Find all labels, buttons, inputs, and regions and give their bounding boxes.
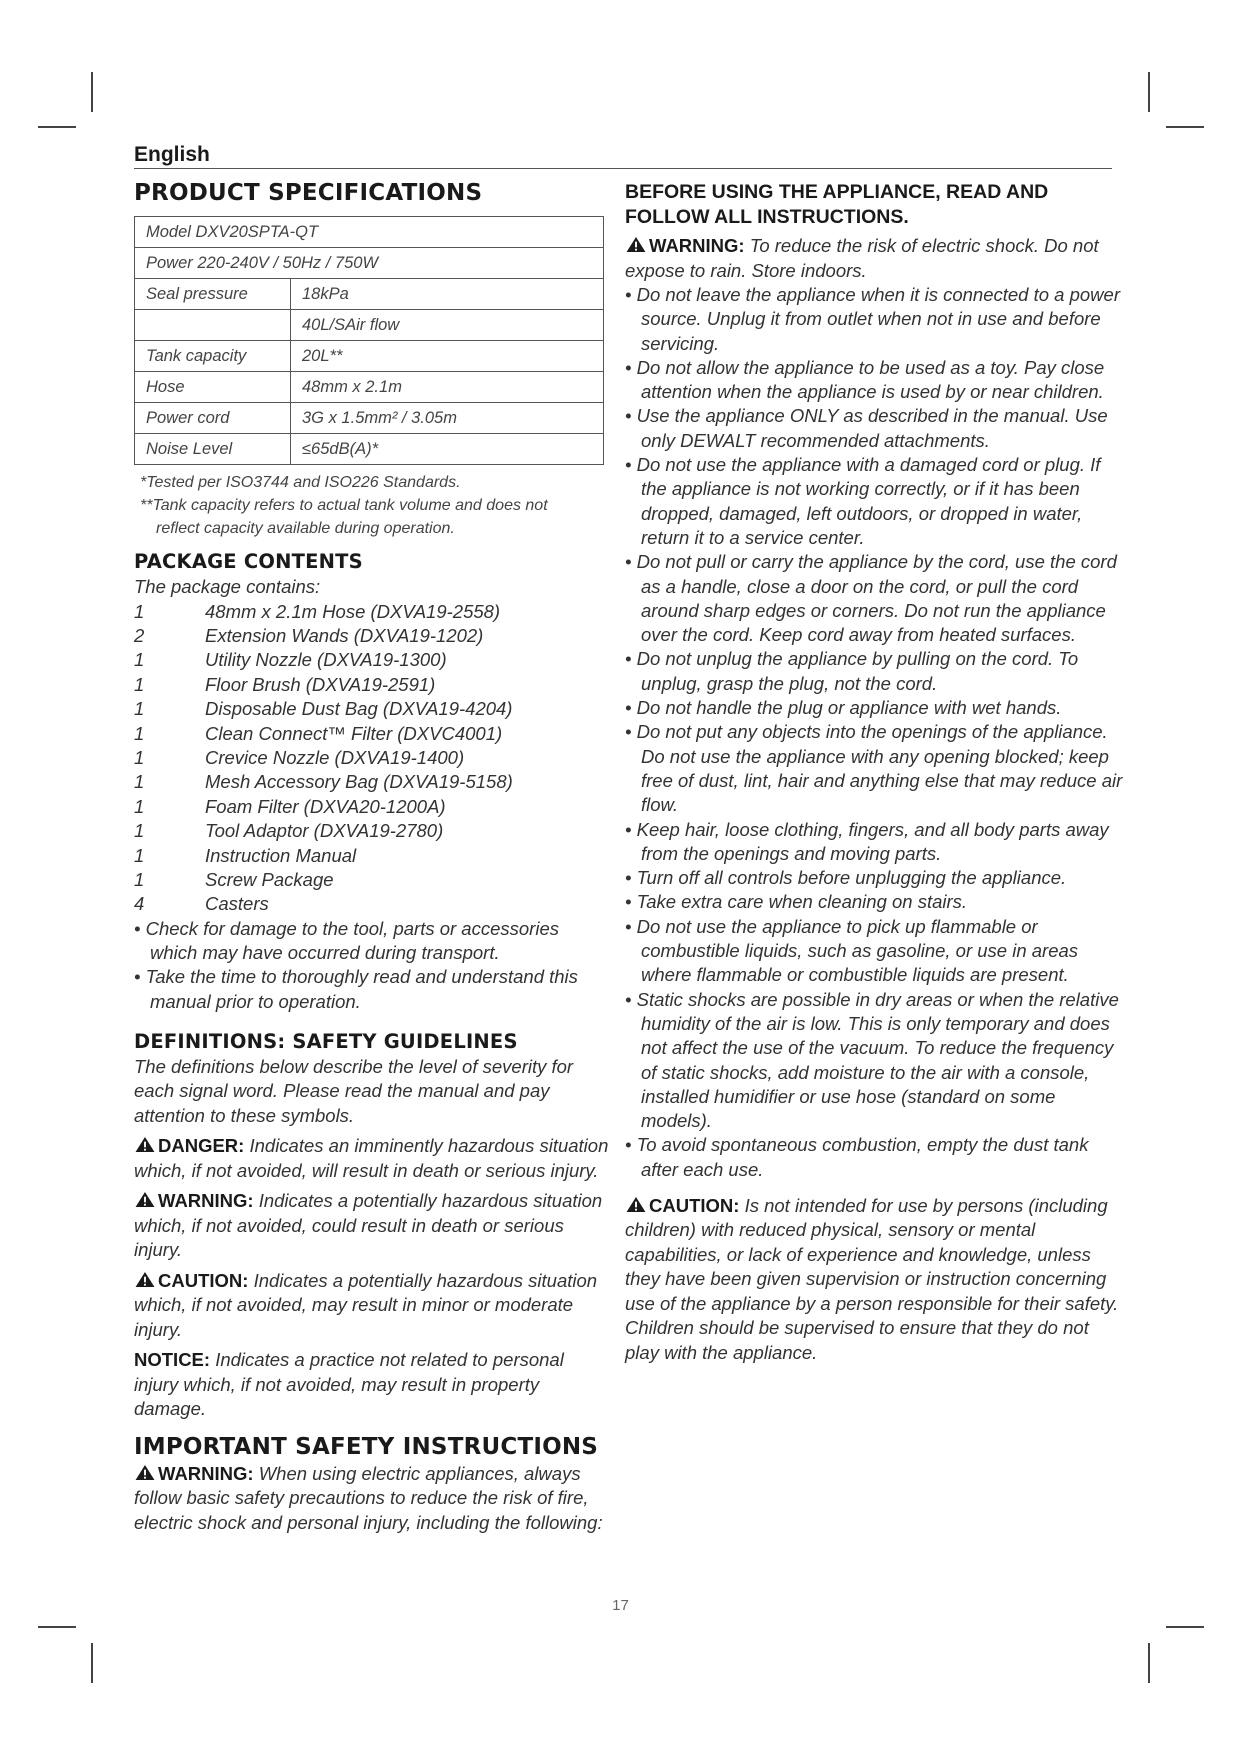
list-item	[134, 697, 610, 721]
crop-mark	[91, 1643, 93, 1683]
safety-bullet: • Use the appliance ONLY as described in the manual. Use only DEWALT recommended attachments.	[625, 405, 1108, 451]
important-warning	[134, 1462, 610, 1536]
header-rule	[134, 168, 1112, 169]
item-qty: 1	[134, 673, 145, 695]
spec-label: Seal pressure	[135, 279, 291, 310]
item-name: Foam Filter (DXVA20-1200A)	[205, 795, 446, 817]
item-name: Disposable Dust Bag (DXVA19-4204)	[205, 698, 513, 720]
list-item	[134, 746, 610, 770]
item-qty: 2	[134, 624, 145, 646]
item-qty: 1	[134, 722, 145, 744]
language-label: English	[134, 143, 210, 166]
item-name: Screw Package	[205, 868, 334, 890]
spec-label	[135, 310, 291, 341]
warning-keyword: WARNING:	[158, 1462, 254, 1484]
safety-bullet: • Do not put any objects into the openings of the appliance. Do not use the appliance with any opening blocked; keep free of dust, lint, hair and anything else that may reduce air flow.	[625, 721, 1123, 816]
list-item	[134, 600, 610, 624]
spec-footnote: **Tank capacity refers to actual tank volume and does not	[140, 497, 548, 514]
item-qty: 1	[134, 771, 145, 793]
list-item	[134, 648, 610, 672]
danger-definition	[134, 1134, 610, 1183]
crop-mark	[91, 72, 93, 112]
table-row	[135, 341, 604, 372]
crop-mark	[1166, 1626, 1204, 1628]
safety-bullet: • Do not leave the appliance when it is connected to a power source. Unplug it from outlet when not in use and before servicing.	[625, 284, 1120, 354]
item-name: Tool Adaptor (DXVA19-2780)	[205, 820, 444, 842]
spec-value: 20L**	[291, 341, 604, 372]
package-intro: The package contains:	[134, 576, 321, 597]
safety-bullet: • Static shocks are possible in dry areas or when the relative humidity of the air is low. This is only temporary and does not affect the use of the vacuum. To reduce the frequency of static shocks, add moisture to the air with a console, installed humidifier or use hose (standard on some models).	[625, 988, 1119, 1132]
right-caution	[625, 1194, 1125, 1366]
safety-bullet: • Turn off all controls before unplugging the appliance.	[625, 867, 1067, 889]
page-number: 17	[612, 1597, 629, 1614]
crop-mark	[38, 1626, 76, 1628]
danger-keyword: DANGER:	[158, 1135, 245, 1157]
item-name: Mesh Accessory Bag (DXVA19-5158)	[205, 771, 513, 793]
table-row	[135, 434, 604, 465]
crop-mark	[1166, 126, 1204, 128]
crop-mark	[38, 126, 76, 128]
warning-text: Indicates a potentially hazardous situation which, if not avoided, could result in death or serious injury.	[134, 1190, 603, 1261]
item-name: Instruction Manual	[205, 844, 357, 866]
safety-bullet: • Take extra care when cleaning on stairs.	[625, 891, 968, 913]
warning-triangle-icon	[134, 1464, 156, 1481]
safety-bullet: • Do not use the appliance with a damaged cord or plug. If the appliance is not working correctly, or if it has been dropped, damaged, left outdoors, or dropped in water, return it to a service center.	[625, 454, 1101, 548]
item-qty: 1	[134, 844, 145, 866]
warning-triangle-icon	[625, 236, 647, 253]
package-list	[134, 600, 610, 917]
table-row	[135, 310, 604, 341]
important-title: IMPORTANT SAFETY INSTRUCTIONS	[134, 1433, 599, 1460]
list-item	[134, 722, 610, 746]
item-qty: 1	[134, 795, 145, 817]
item-name: Utility Nozzle (DXVA19-1300)	[205, 649, 447, 671]
important-warning-text: When using electric appliances, always follow basic safety precautions to reduce the risk of fire, electric shock and personal injury, including the following:	[134, 1462, 603, 1533]
safety-bullet: • Do not allow the appliance to be used as a toy. Pay close attention when the appliance is used by or near children.	[625, 356, 1105, 403]
item-name: Casters	[205, 893, 269, 915]
warning-triangle-icon	[134, 1271, 156, 1288]
list-item	[134, 892, 610, 916]
list-item	[134, 844, 610, 868]
spec-cell: Model DXV20SPTA-QT	[135, 217, 604, 248]
item-qty: 4	[134, 893, 145, 915]
right-caution-text: Is not intended for use by persons (including children) with reduced physical, sensory or mental capabilities, or lack of experience and knowledge, unless they have been given supervision or instruction concerning use of the appliance by a person responsible for their safety. Children should be supervised to ensure that they do not play with the appliance.	[625, 1194, 1119, 1363]
safety-bullet: • Keep hair, loose clothing, fingers, and all body parts away from the openings and moving parts.	[625, 818, 1109, 864]
notice-text: Indicates a practice not related to personal injury which, if not avoided, may result in property damage.	[134, 1349, 564, 1420]
definitions-intro: The definitions below describe the level of severity for each signal word. Please read the manual and pay attention to these symbols.	[134, 1055, 574, 1126]
left-column	[134, 180, 610, 1535]
item-qty: 1	[134, 600, 145, 622]
list-item	[134, 770, 610, 794]
warning-keyword: WARNING:	[649, 235, 745, 256]
spec-cell: Power 220-240V / 50Hz / 750W	[135, 248, 604, 279]
warning-definition	[134, 1189, 610, 1263]
spec-label: Power cord	[135, 403, 291, 434]
specs-title: PRODUCT SPECIFICATIONS	[134, 180, 483, 206]
crop-mark	[1148, 72, 1150, 112]
safety-bullet: • Do not handle the plug or appliance with wet hands.	[625, 697, 1062, 719]
right-warning	[625, 234, 1125, 283]
item-name: Floor Brush (DXVA19-2591)	[205, 673, 436, 695]
spec-value: 48mm x 2.1m	[291, 372, 604, 403]
package-title: PACKAGE CONTENTS	[134, 550, 363, 573]
table-row	[135, 372, 604, 403]
spec-value: 3G x 1.5mm² / 3.05m	[291, 403, 604, 434]
definitions-title: DEFINITIONS: SAFETY GUIDELINES	[134, 1029, 518, 1053]
item-name: Extension Wands (DXVA19-1202)	[205, 624, 484, 646]
item-qty: 1	[134, 698, 145, 720]
spec-footnote: *Tested per ISO3744 and ISO226 Standards.	[140, 474, 461, 491]
right-warning-text: To reduce the risk of electric shock. Do not expose to rain. Store indoors.	[625, 235, 1099, 281]
safety-bullet: • Do not pull or carry the appliance by the cord, use the cord as a handle, close a door on the cord, or pull the cord around sharp edges or corners. Do not run the appliance over the cord. Keep cord away from heated surfaces.	[625, 551, 1117, 646]
spec-value: 40L/SAir flow	[291, 310, 604, 341]
table-row	[135, 217, 604, 248]
item-qty: 1	[134, 746, 145, 768]
item-qty: 1	[134, 820, 145, 842]
spec-value: 18kPa	[291, 279, 604, 310]
right-column	[625, 180, 1125, 1365]
danger-text: Indicates an imminently hazardous situation which, if not avoided, will result in death or serious injury.	[134, 1135, 609, 1181]
caution-text: Indicates a potentially hazardous situation which, if not avoided, may result in minor or moderate injury.	[134, 1269, 598, 1340]
safety-bullet: • Do not unplug the appliance by pulling on the cord. To unplug, grasp the plug, not the cord.	[625, 648, 1079, 694]
table-row	[135, 279, 604, 310]
spec-value: ≤65dB(A)*	[291, 434, 604, 465]
list-item	[134, 795, 610, 819]
spec-table	[134, 216, 604, 465]
spec-label: Noise Level	[135, 434, 291, 465]
notice-definition	[134, 1348, 610, 1422]
caution-keyword: CAUTION:	[649, 1194, 740, 1216]
spec-label: Hose	[135, 372, 291, 403]
table-row	[135, 248, 604, 279]
notice-keyword: NOTICE:	[134, 1349, 211, 1371]
item-name: Clean Connect™ Filter (DXVC4001)	[205, 722, 503, 744]
package-bullet: • Check for damage to the tool, parts or accessories which may have occurred during transport.	[134, 917, 559, 964]
caution-definition	[134, 1269, 610, 1343]
spec-label: Tank capacity	[135, 341, 291, 372]
table-row	[135, 403, 604, 434]
list-item	[134, 868, 610, 892]
warning-keyword: WARNING:	[158, 1190, 254, 1212]
safety-bullet: • Do not use the appliance to pick up flammable or combustible liquids, such as gasoline, or use in areas where flammable or combustible liquids are present.	[625, 915, 1079, 986]
safety-bullet: • To avoid spontaneous combustion, empty the dust tank after each use.	[625, 1134, 1089, 1180]
warning-triangle-icon	[134, 1136, 156, 1153]
item-qty: 1	[134, 649, 145, 671]
list-item	[134, 624, 610, 648]
item-qty: 1	[134, 868, 145, 890]
caution-keyword: CAUTION:	[158, 1269, 249, 1291]
before-use-heading: BEFORE USING THE APPLIANCE, READ AND FOLLOW ALL INSTRUCTIONS.	[625, 181, 1049, 228]
item-name: Crevice Nozzle (DXVA19-1400)	[205, 746, 465, 768]
crop-mark	[1148, 1643, 1150, 1683]
item-name: 48mm x 2.1m Hose (DXVA19-2558)	[205, 600, 501, 622]
warning-triangle-icon	[625, 1196, 647, 1213]
list-item	[134, 819, 610, 843]
list-item	[134, 673, 610, 697]
warning-triangle-icon	[134, 1191, 156, 1208]
package-bullet: • Take the time to thoroughly read and understand this manual prior to operation.	[134, 966, 578, 1012]
spec-footnote: reflect capacity available during operation.	[156, 520, 455, 537]
